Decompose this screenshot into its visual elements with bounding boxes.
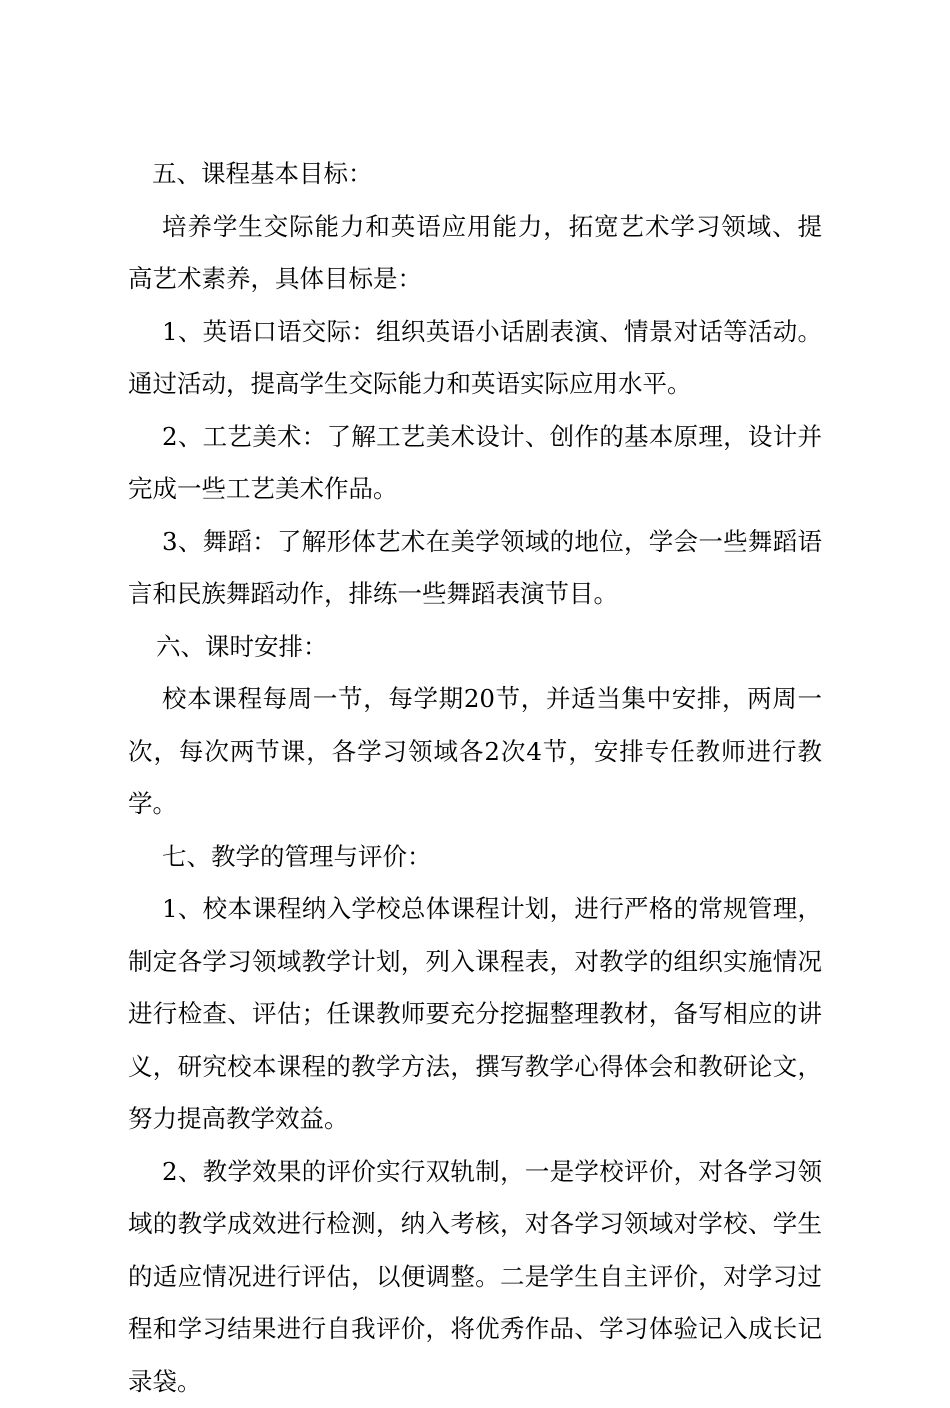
section-heading-management: 七、教学的管理与评价： (128, 831, 822, 884)
paragraph-management-2: 2、教学效果的评价实行双轨制，一是学校评价，对各学习领域的教学成效进行检测，纳入考核，对各学习领域对学校、学生的适应情况进行评估，以便调整。二是学生自主评价，对学习过程和学习结果进行自我评价，将优秀作品、学习体验记入成长记录袋。 (128, 1146, 822, 1408)
section-heading-schedule: 六、课时安排： (128, 621, 822, 674)
paragraph-goal-dance: 3、舞蹈：了解形体艺术在美学领域的地位，学会一些舞蹈语言和民族舞蹈动作，排练一些舞蹈表演节目。 (128, 516, 822, 621)
paragraph-goal-crafts: 2、工艺美术：了解工艺美术设计、创作的基本原理，设计并完成一些工艺美术作品。 (128, 411, 822, 516)
section-heading-goals: 五、课程基本目标： (128, 148, 822, 201)
document-body (128, 148, 822, 1408)
paragraph-goal-english: 1、英语口语交际：组织英语小话剧表演、情景对话等活动。通过活动，提高学生交际能力和英语实际应用水平。 (128, 306, 822, 411)
paragraph-goals-intro: 培养学生交际能力和英语应用能力，拓宽艺术学习领域、提高艺术素养，具体目标是： (128, 201, 822, 306)
paragraph-management-1: 1、校本课程纳入学校总体课程计划，进行严格的常规管理，制定各学习领域教学计划，列入课程表，对教学的组织实施情况进行检查、评估；任课教师要充分挖掘整理教材，备写相应的讲义，研究校本课程的教学方法，撰写教学心得体会和教研论文，努力提高教学效益。 (128, 883, 822, 1146)
paragraph-schedule: 校本课程每周一节，每学期20节，并适当集中安排，两周一次，每次两节课，各学习领域各2次4节，安排专任教师进行教学。 (128, 673, 822, 831)
